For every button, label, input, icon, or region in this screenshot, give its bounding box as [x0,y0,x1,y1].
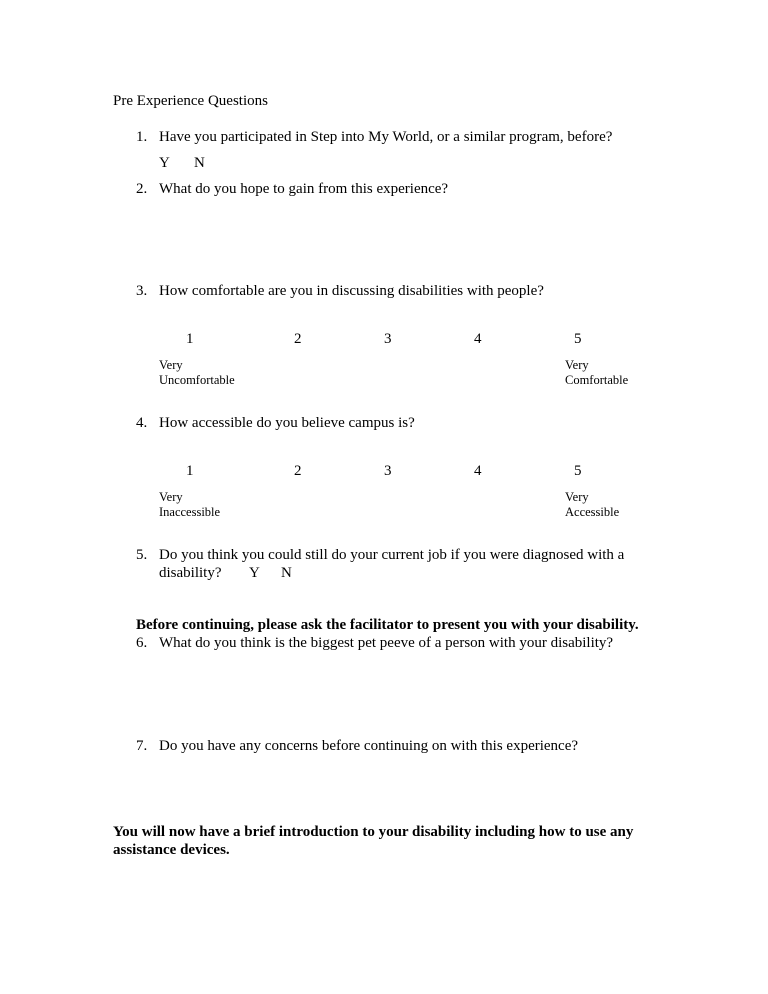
question-3-high-label-line1: Very [565,358,589,372]
question-5-yes-option[interactable]: Y [249,565,260,581]
question-1-text: Have you participated in Step into My World, or a similar program, before? [159,129,613,145]
question-3-number: 3. [136,283,148,299]
question-3-scale-1[interactable]: 1 [186,331,194,347]
question-3-low-label-line1: Very [159,358,183,372]
question-2-text: What do you hope to gain from this experience? [159,181,449,197]
question-5-text-line2: disability? [159,565,222,581]
closing-note-line1: You will now have a brief introduction to your disability including how to use any [113,824,634,840]
question-4-low-label-line2: Inaccessible [159,505,221,519]
question-3-scale-2[interactable]: 2 [294,331,302,347]
question-4-high-label-line2: Accessible [565,505,620,519]
question-4-scale-3[interactable]: 3 [384,463,392,479]
question-3-scale-3[interactable]: 3 [384,331,392,347]
question-4-scale-5[interactable]: 5 [574,463,582,479]
question-4-scale-4[interactable]: 4 [474,463,482,479]
question-4-high-label-line1: Very [565,490,589,504]
question-4-number: 4. [136,415,148,431]
question-4-text: How accessible do you believe campus is? [159,415,415,431]
question-1-yes-option[interactable]: Y [159,155,170,171]
question-3-scale-4[interactable]: 4 [474,331,482,347]
question-2-number: 2. [136,181,148,197]
question-3-scale-5[interactable]: 5 [574,331,582,347]
question-7-number: 7. [136,738,148,754]
question-5-no-option[interactable]: N [281,565,292,581]
question-4-scale-1[interactable]: 1 [186,463,194,479]
question-4-scale-2[interactable]: 2 [294,463,302,479]
question-7-text: Do you have any concerns before continuing on with this experience? [159,738,579,754]
question-3-low-label-line2: Uncomfortable [159,373,235,387]
question-6-number: 6. [136,635,148,651]
question-3-high-label-line2: Comfortable [565,373,629,387]
question-6-text: What do you think is the biggest pet peeve of a person with your disability? [159,635,614,651]
facilitator-instruction: Before continuing, please ask the facilitator to present you with your disability. [136,617,639,633]
question-1-number: 1. [136,129,148,145]
question-5-number: 5. [136,547,148,563]
question-3-text: How comfortable are you in discussing disabilities with people? [159,283,544,299]
question-4-low-label-line1: Very [159,490,183,504]
page-title: Pre Experience Questions [113,93,268,109]
closing-note-line2: assistance devices. [113,842,230,858]
question-5-text-line1: Do you think you could still do your current job if you were diagnosed with a [159,547,625,563]
question-1-no-option[interactable]: N [194,155,205,171]
